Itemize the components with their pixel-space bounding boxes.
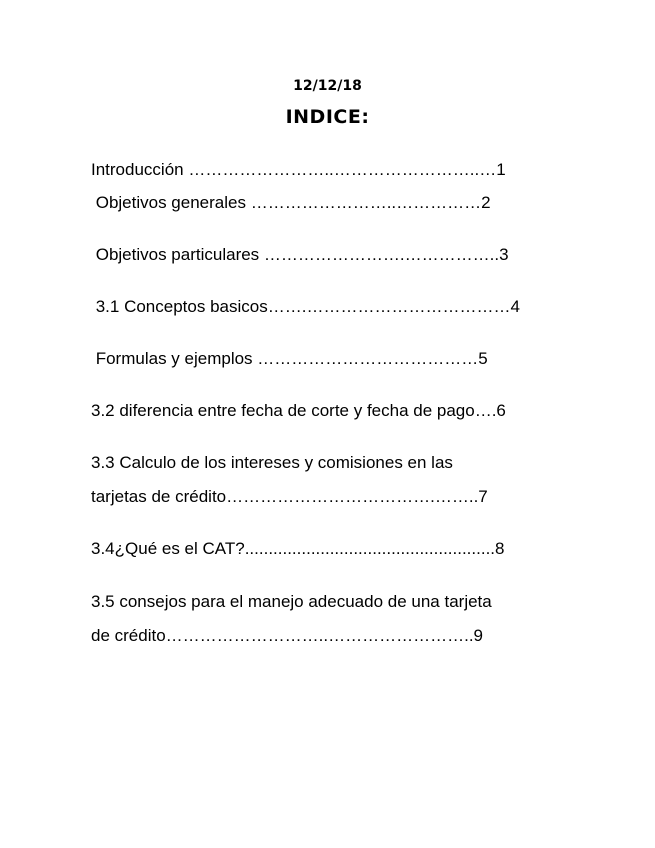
toc-entry-consejos-line2: de crédito………………………..……………………..9 — [91, 626, 484, 645]
toc-entry-introduccion: Introducción ……………………..……………………..…1 — [91, 160, 506, 179]
index-title: INDICE: — [285, 106, 370, 128]
toc-entry-calculo-intereses-line1: 3.3 Calculo de los intereses y comisiones en las — [91, 453, 453, 472]
toc-entry-conceptos-basicos: 3.1 Conceptos basicos…….………………………………4 — [91, 297, 520, 316]
toc-entry-objetivos-generales: Objetivos generales ……………………..……………2 — [91, 193, 491, 212]
toc-entry-que-es-cat: 3.4¿Qué es el CAT?.....................................................8 — [91, 539, 505, 558]
toc-entry-formulas-ejemplos: Formulas y ejemplos …………………………………5 — [91, 349, 488, 368]
toc-entry-consejos-line1: 3.5 consejos para el manejo adecuado de una tarjeta — [91, 592, 492, 611]
toc-entry-fecha-corte-pago: 3.2 diferencia entre fecha de corte y fecha de pago….6 — [91, 401, 506, 420]
toc-entry-calculo-intereses-line2: tarjetas de crédito……………………………….……..7 — [91, 487, 488, 506]
document-date: 12/12/18 — [293, 78, 362, 94]
toc-entry-objetivos-particulares: Objetivos particulares …………………….……………..3 — [91, 245, 509, 264]
